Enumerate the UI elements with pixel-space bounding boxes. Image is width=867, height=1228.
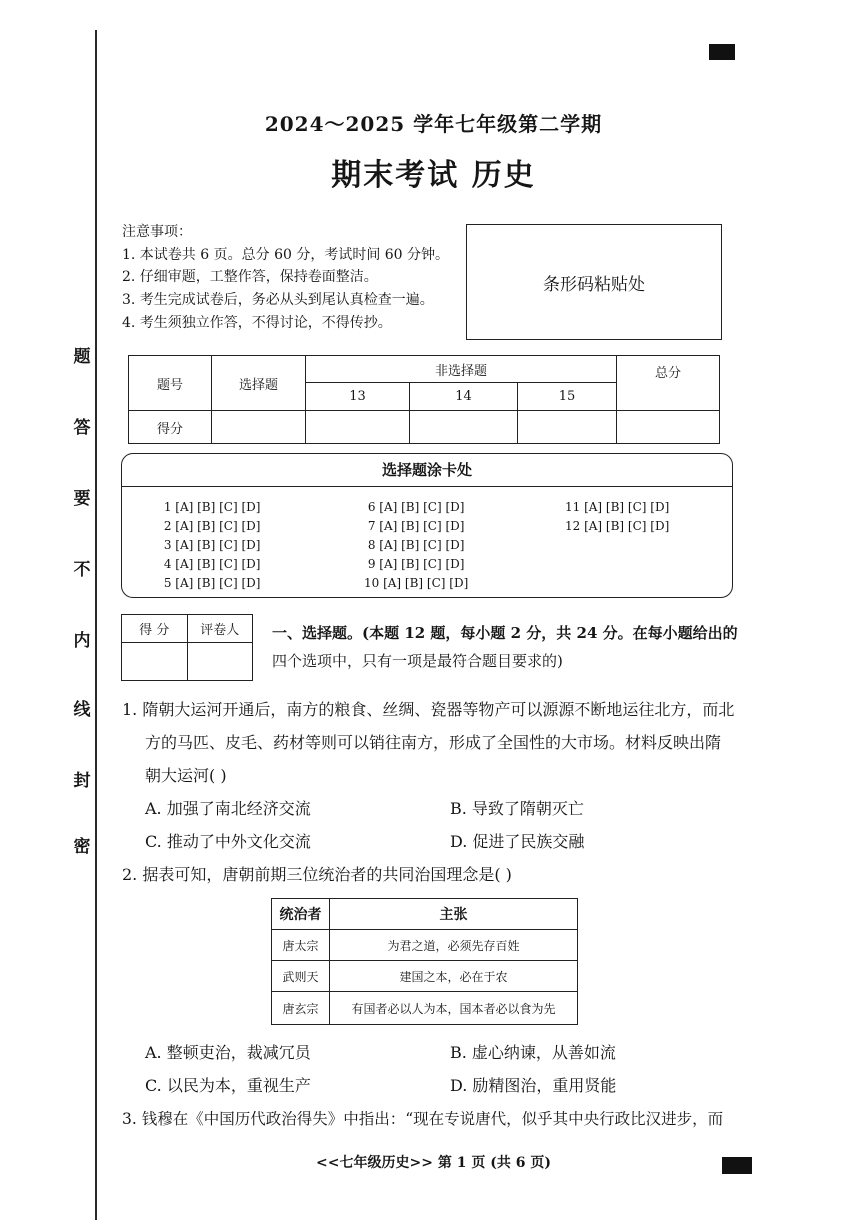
rulers-table [271,898,578,1025]
q1-option-c[interactable]: C. 推动了中外文化交流 [145,832,311,851]
header-choice: 选择题 [212,356,306,411]
header-nonchoice: 非选择题 [306,356,617,383]
ruler-idea: 有国者必以人为本，国本者必以食为先 [330,992,578,1025]
ruler-idea: 建国之本，必在于农 [330,961,578,992]
alignment-mark-top [709,44,735,60]
q2-option-c[interactable]: C. 以民为本，重视生产 [145,1076,311,1095]
q2-option-d[interactable]: D. 励精图治，重用贤能 [450,1076,617,1095]
q1-line1: 1. 隋朝大运河开通后，南方的粮食、丝绸、瓷器等物产可以源源不断地运往北方，而北 [122,700,735,719]
header-qnum: 题号 [129,356,212,411]
rulers-head-idea: 主张 [330,899,578,930]
q1-option-b[interactable]: B. 导致了隋朝灭亡 [450,799,584,818]
grader-score-label: 得 分 [122,615,188,643]
ruler-name: 武则天 [272,961,330,992]
q1-option-d[interactable]: D. 促进了民族交融 [450,832,585,851]
answer-row-9[interactable]: 9 [A] [B] [C] [D] [364,557,465,571]
q2-option-a[interactable]: A. 整顿吏治，裁减冗员 [145,1043,311,1062]
answer-row-7[interactable]: 7 [A] [B] [C] [D] [364,519,465,533]
seal-char: 题 [73,347,91,367]
header-q14: 14 [410,383,518,411]
grader-score-cell[interactable] [122,643,188,681]
q1-line3: 朝大运河( ) [145,766,227,785]
answer-row-1[interactable]: 1 [A] [B] [C] [D] [160,500,261,514]
score-cell-total[interactable] [617,411,720,444]
notice-item: 1. 本试卷共 6 页。总分 60 分，考试时间 60 分钟。 [122,247,450,263]
section1-heading [272,622,738,643]
notice-item: 3. 考生完成试卷后，务必从头到尾认真检查一遍。 [122,292,434,308]
page-footer: <<七年级历史>> 第 1 页 (共 6 页) [316,1155,551,1171]
q2-option-b[interactable]: B. 虚心纳谏，从善如流 [450,1043,616,1062]
seal-char: 不 [73,560,91,580]
answer-row-10[interactable]: 10 [A] [B] [C] [D] [364,576,469,590]
seal-line [95,30,97,1220]
grader-reviewer-label: 评卷人 [187,615,253,643]
answer-row-2[interactable]: 2 [A] [B] [C] [D] [160,519,261,533]
answer-card-title: 选择题涂卡处 [122,454,732,487]
q1-option-a[interactable]: A. 加强了南北经济交流 [145,799,311,818]
score-table [128,355,720,444]
grader-box [121,614,253,681]
answer-row-5[interactable]: 5 [A] [B] [C] [D] [160,576,261,590]
exam-title-line2: 期末考试 历史 [331,158,536,193]
answer-row-8[interactable]: 8 [A] [B] [C] [D] [364,538,465,552]
score-cell-q15[interactable] [518,411,617,444]
answer-row-4[interactable]: 4 [A] [B] [C] [D] [160,557,261,571]
score-cell-q14[interactable] [410,411,518,444]
q3-stem: 3. 钱穆在《中国历代政治得失》中指出：“现在专说唐代，似乎其中央行政比汉进步，而 [122,1110,724,1128]
answer-row-3[interactable]: 3 [A] [B] [C] [D] [160,538,261,552]
grader-reviewer-cell[interactable] [187,643,253,681]
seal-char: 要 [73,489,91,509]
ruler-idea: 为君之道，必须先存百姓 [330,930,578,961]
section1-line1: 一、选择题。(本题 12 题，每小题 2 分，共 24 分。在每小题给出的 [272,624,738,642]
seal-char: 封 [73,771,91,791]
barcode-area [466,224,722,340]
q1-line2: 方的马匹、皮毛、药材等则可以销往南方，形成了全国性的大市场。材料反映出隋 [145,733,722,752]
header-q15: 15 [518,383,617,411]
ruler-name: 唐太宗 [272,930,330,961]
notice-item: 2. 仔细审题，工整作答，保持卷面整洁。 [122,269,378,285]
row-label-score: 得分 [129,411,212,444]
notice-heading: 注意事项： [122,224,192,240]
barcode-label: 条形码粘贴处 [543,274,645,295]
answer-row-11[interactable]: 11 [A] [B] [C] [D] [565,500,670,514]
rulers-head-ruler: 统治者 [272,899,330,930]
answer-row-12[interactable]: 12 [A] [B] [C] [D] [565,519,670,533]
answer-card [121,453,733,598]
answer-row-6[interactable]: 6 [A] [B] [C] [D] [364,500,465,514]
score-cell-choice[interactable] [212,411,306,444]
notice-item: 4. 考生须独立作答，不得讨论，不得传抄。 [122,315,392,331]
score-cell-q13[interactable] [306,411,410,444]
ruler-name: 唐玄宗 [272,992,330,1025]
seal-char: 密 [73,837,91,857]
seal-char: 答 [73,418,91,438]
seal-char: 内 [73,631,91,651]
section1-line2: 四个选项中，只有一项是最符合题目要求的) [272,652,563,670]
seal-char: 线 [73,700,91,720]
exam-title-line1: 2024～2025 学年七年级第二学期 [264,112,603,136]
header-total: 总分 [617,356,720,411]
q2-stem: 2. 据表可知，唐朝前期三位统治者的共同治国理念是( ) [122,865,512,884]
header-q13: 13 [306,383,410,411]
